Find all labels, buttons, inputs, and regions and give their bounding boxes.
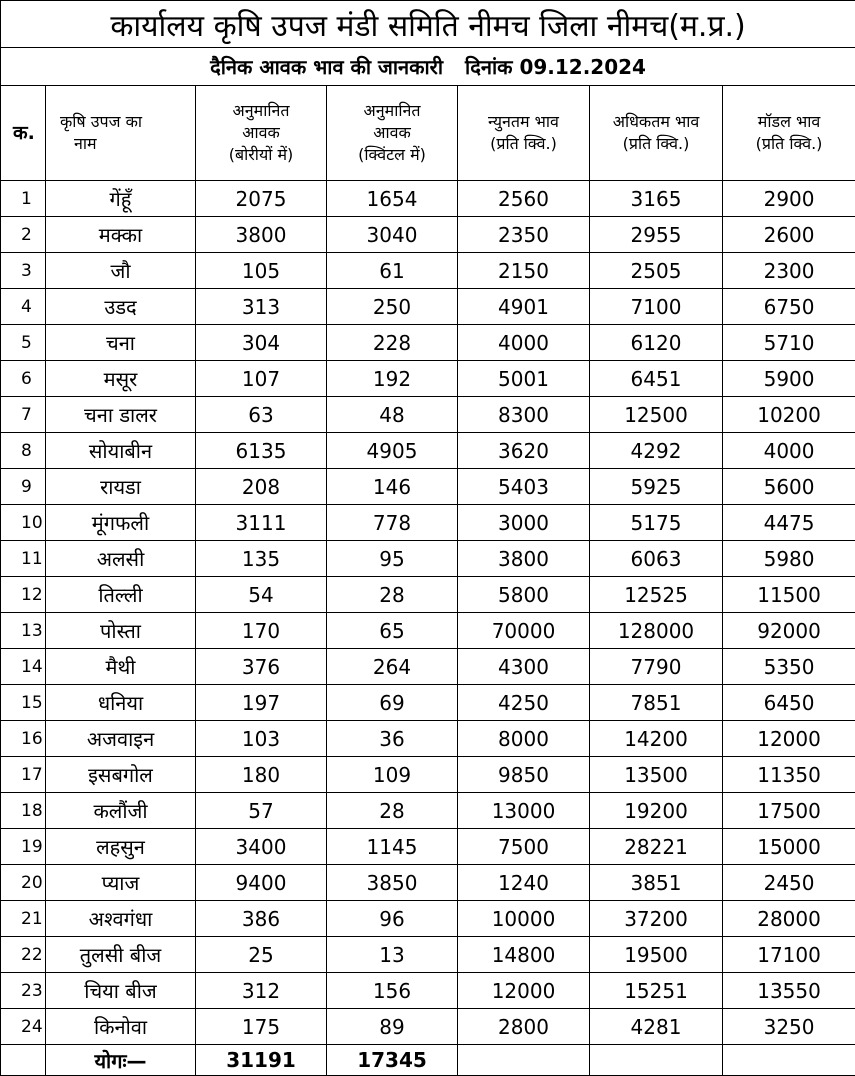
arrival-bags: 25 (196, 937, 327, 973)
crop-name: उडद (46, 289, 196, 325)
arrival-quintal: 264 (327, 649, 458, 685)
min-price: 7500 (458, 829, 590, 865)
row-serial: 10 (1, 505, 46, 541)
row-serial: 21 (1, 901, 46, 937)
modal-price: 2900 (723, 181, 855, 217)
arrival-quintal: 36 (327, 721, 458, 757)
crop-name: चिया बीज (46, 973, 196, 1009)
arrival-bags: 54 (196, 577, 327, 613)
header-arrival-quintal-line-1: अनुमानित (327, 100, 457, 122)
modal-price: 5710 (723, 325, 855, 361)
modal-price: 15000 (723, 829, 855, 865)
header-crop-line-1: कृषि उपज का (60, 111, 195, 133)
table-row (1, 973, 855, 1009)
arrival-bags: 208 (196, 469, 327, 505)
modal-price: 3250 (723, 1009, 855, 1045)
table-row (1, 829, 855, 865)
min-price: 1240 (458, 865, 590, 901)
table-row (1, 217, 855, 253)
max-price: 4281 (590, 1009, 723, 1045)
report-date: दिनांक 09.12.2024 (465, 55, 646, 79)
max-price: 12525 (590, 577, 723, 613)
crop-name: प्याज (46, 865, 196, 901)
row-serial: 7 (1, 397, 46, 433)
min-price: 2150 (458, 253, 590, 289)
arrival-quintal: 109 (327, 757, 458, 793)
header-max-price-line-2: (प्रति क्वि.) (590, 133, 722, 155)
modal-price: 2300 (723, 253, 855, 289)
row-serial: 14 (1, 649, 46, 685)
total-empty-cell (590, 1045, 723, 1076)
total-label: योगः— (46, 1045, 196, 1076)
modal-price: 11350 (723, 757, 855, 793)
row-serial: 23 (1, 973, 46, 1009)
arrival-quintal: 65 (327, 613, 458, 649)
arrival-bags: 107 (196, 361, 327, 397)
max-price: 12500 (590, 397, 723, 433)
total-bags: 31191 (196, 1045, 327, 1076)
arrival-quintal: 778 (327, 505, 458, 541)
crop-name: चना डालर (46, 397, 196, 433)
arrival-quintal: 3040 (327, 217, 458, 253)
crop-name: किनोवा (46, 1009, 196, 1045)
arrival-quintal: 28 (327, 793, 458, 829)
max-price: 128000 (590, 613, 723, 649)
table-row (1, 793, 855, 829)
modal-price: 5600 (723, 469, 855, 505)
table-row (1, 649, 855, 685)
table-row (1, 469, 855, 505)
row-serial: 6 (1, 361, 46, 397)
max-price: 5175 (590, 505, 723, 541)
header-min-price (458, 86, 590, 181)
header-crop (46, 86, 196, 181)
modal-price: 12000 (723, 721, 855, 757)
max-price: 28221 (590, 829, 723, 865)
row-serial: 20 (1, 865, 46, 901)
row-serial: 2 (1, 217, 46, 253)
arrival-quintal: 250 (327, 289, 458, 325)
modal-price: 17100 (723, 937, 855, 973)
max-price: 19200 (590, 793, 723, 829)
header-arrival-bags-line-2: आवक (196, 122, 326, 144)
crop-name: मूंगफली (46, 505, 196, 541)
modal-price: 4475 (723, 505, 855, 541)
max-price: 2955 (590, 217, 723, 253)
table-row (1, 433, 855, 469)
header-modal-price-line-1: मॉडल भाव (723, 111, 855, 133)
row-serial: 15 (1, 685, 46, 721)
crop-name: अजवाइन (46, 721, 196, 757)
header-min-price-line-1: न्युनतम भाव (458, 111, 589, 133)
table-row (1, 613, 855, 649)
min-price: 8300 (458, 397, 590, 433)
header-min-price-line-2: (प्रति क्वि.) (458, 133, 589, 155)
modal-price: 28000 (723, 901, 855, 937)
table-row (1, 721, 855, 757)
table-header-row (1, 86, 855, 181)
row-serial: 17 (1, 757, 46, 793)
table-row (1, 541, 855, 577)
min-price: 4300 (458, 649, 590, 685)
min-price: 8000 (458, 721, 590, 757)
header-max-price-line-1: अधिकतम भाव (590, 111, 722, 133)
header-arrival-quintal-line-3: (क्विंटल में) (327, 144, 457, 166)
table-row (1, 937, 855, 973)
max-price: 19500 (590, 937, 723, 973)
crop-name: लहसुन (46, 829, 196, 865)
arrival-quintal: 96 (327, 901, 458, 937)
max-price: 6063 (590, 541, 723, 577)
min-price: 5001 (458, 361, 590, 397)
row-serial: 16 (1, 721, 46, 757)
arrival-bags: 9400 (196, 865, 327, 901)
arrival-bags: 304 (196, 325, 327, 361)
min-price: 70000 (458, 613, 590, 649)
row-serial: 13 (1, 613, 46, 649)
table-row (1, 325, 855, 361)
crop-name: अलसी (46, 541, 196, 577)
max-price: 3851 (590, 865, 723, 901)
report-subtitle (1, 48, 855, 86)
subtitle-text: दैनिक आवक भाव की जानकारी (210, 55, 443, 79)
min-price: 3800 (458, 541, 590, 577)
crop-name: पोस्ता (46, 613, 196, 649)
min-price: 4000 (458, 325, 590, 361)
min-price: 5403 (458, 469, 590, 505)
modal-price: 13550 (723, 973, 855, 1009)
arrival-bags: 6135 (196, 433, 327, 469)
arrival-bags: 170 (196, 613, 327, 649)
arrival-bags: 312 (196, 973, 327, 1009)
total-empty-cell (723, 1045, 855, 1076)
table-row (1, 757, 855, 793)
table-row (1, 253, 855, 289)
header-arrival-bags-line-1: अनुमानित (196, 100, 326, 122)
arrival-bags: 175 (196, 1009, 327, 1045)
arrival-bags: 3111 (196, 505, 327, 541)
max-price: 7851 (590, 685, 723, 721)
header-crop-line-2: नाम (60, 133, 195, 155)
min-price: 13000 (458, 793, 590, 829)
modal-price: 5350 (723, 649, 855, 685)
table-row (1, 577, 855, 613)
header-arrival-quintal (327, 86, 458, 181)
crop-name: मैथी (46, 649, 196, 685)
crop-name: तुलसी बीज (46, 937, 196, 973)
min-price: 14800 (458, 937, 590, 973)
arrival-bags: 313 (196, 289, 327, 325)
crop-name: गेंहूँ (46, 181, 196, 217)
arrival-bags: 376 (196, 649, 327, 685)
modal-price: 2450 (723, 865, 855, 901)
min-price: 3620 (458, 433, 590, 469)
max-price: 14200 (590, 721, 723, 757)
row-serial: 9 (1, 469, 46, 505)
modal-price: 2600 (723, 217, 855, 253)
header-serial: क. (1, 86, 46, 181)
max-price: 6451 (590, 361, 723, 397)
total-quintal: 17345 (327, 1045, 458, 1076)
max-price: 3165 (590, 181, 723, 217)
min-price: 4901 (458, 289, 590, 325)
arrival-quintal: 156 (327, 973, 458, 1009)
arrival-bags: 103 (196, 721, 327, 757)
modal-price: 5980 (723, 541, 855, 577)
crop-name: मसूर (46, 361, 196, 397)
arrival-quintal: 4905 (327, 433, 458, 469)
arrival-quintal: 228 (327, 325, 458, 361)
row-serial: 4 (1, 289, 46, 325)
table-row (1, 865, 855, 901)
row-serial: 11 (1, 541, 46, 577)
row-serial: 24 (1, 1009, 46, 1045)
arrival-bags: 180 (196, 757, 327, 793)
arrival-quintal: 69 (327, 685, 458, 721)
crop-name: कलौंजी (46, 793, 196, 829)
arrival-bags: 386 (196, 901, 327, 937)
row-serial: 19 (1, 829, 46, 865)
arrival-bags: 197 (196, 685, 327, 721)
min-price: 12000 (458, 973, 590, 1009)
min-price: 4250 (458, 685, 590, 721)
header-max-price (590, 86, 723, 181)
arrival-quintal: 13 (327, 937, 458, 973)
total-row (1, 1045, 855, 1076)
min-price: 2800 (458, 1009, 590, 1045)
min-price: 9850 (458, 757, 590, 793)
max-price: 7790 (590, 649, 723, 685)
arrival-quintal: 3850 (327, 865, 458, 901)
page-title: कार्यालय कृषि उपज मंडी समिति नीमच जिला नीमच(म.प्र.) (1, 1, 855, 48)
crop-name: मक्का (46, 217, 196, 253)
max-price: 6120 (590, 325, 723, 361)
max-price: 2505 (590, 253, 723, 289)
max-price: 7100 (590, 289, 723, 325)
min-price: 10000 (458, 901, 590, 937)
header-arrival-bags (196, 86, 327, 181)
table-row (1, 1009, 855, 1045)
row-serial: 3 (1, 253, 46, 289)
arrival-bags: 3400 (196, 829, 327, 865)
row-serial: 8 (1, 433, 46, 469)
crop-name: रायडा (46, 469, 196, 505)
arrival-quintal: 192 (327, 361, 458, 397)
arrival-quintal: 146 (327, 469, 458, 505)
crop-name: जौ (46, 253, 196, 289)
arrival-quintal: 48 (327, 397, 458, 433)
modal-price: 10200 (723, 397, 855, 433)
arrival-quintal: 1145 (327, 829, 458, 865)
table-row (1, 685, 855, 721)
arrival-bags: 105 (196, 253, 327, 289)
modal-price: 92000 (723, 613, 855, 649)
crop-name: चना (46, 325, 196, 361)
table-row (1, 289, 855, 325)
min-price: 2350 (458, 217, 590, 253)
row-serial: 22 (1, 937, 46, 973)
modal-price: 4000 (723, 433, 855, 469)
max-price: 37200 (590, 901, 723, 937)
header-modal-price-line-2: (प्रति क्वि.) (723, 133, 855, 155)
arrival-bags: 135 (196, 541, 327, 577)
arrival-bags: 63 (196, 397, 327, 433)
min-price: 3000 (458, 505, 590, 541)
arrival-quintal: 61 (327, 253, 458, 289)
arrival-bags: 57 (196, 793, 327, 829)
modal-price: 5900 (723, 361, 855, 397)
crop-name: तिल्ली (46, 577, 196, 613)
crop-name: अश्वगंधा (46, 901, 196, 937)
modal-price: 6450 (723, 685, 855, 721)
arrival-quintal: 95 (327, 541, 458, 577)
header-arrival-quintal-line-2: आवक (327, 122, 457, 144)
arrival-bags: 3800 (196, 217, 327, 253)
max-price: 4292 (590, 433, 723, 469)
modal-price: 17500 (723, 793, 855, 829)
min-price: 5800 (458, 577, 590, 613)
table-row (1, 181, 855, 217)
header-arrival-bags-line-3: (बोरीयों में) (196, 144, 326, 166)
crop-name: इसबगोल (46, 757, 196, 793)
table-row (1, 361, 855, 397)
header-modal-price (723, 86, 855, 181)
max-price: 5925 (590, 469, 723, 505)
row-serial: 18 (1, 793, 46, 829)
max-price: 13500 (590, 757, 723, 793)
arrival-quintal: 89 (327, 1009, 458, 1045)
table-row (1, 901, 855, 937)
crop-name: धनिया (46, 685, 196, 721)
modal-price: 11500 (723, 577, 855, 613)
row-serial: 5 (1, 325, 46, 361)
min-price: 2560 (458, 181, 590, 217)
total-empty-cell (458, 1045, 590, 1076)
arrival-quintal: 28 (327, 577, 458, 613)
table-row (1, 505, 855, 541)
row-serial: 12 (1, 577, 46, 613)
total-serial-cell (1, 1045, 46, 1076)
arrival-bags: 2075 (196, 181, 327, 217)
crop-name: सोयाबीन (46, 433, 196, 469)
arrival-quintal: 1654 (327, 181, 458, 217)
table-row (1, 397, 855, 433)
max-price: 15251 (590, 973, 723, 1009)
row-serial: 1 (1, 181, 46, 217)
modal-price: 6750 (723, 289, 855, 325)
